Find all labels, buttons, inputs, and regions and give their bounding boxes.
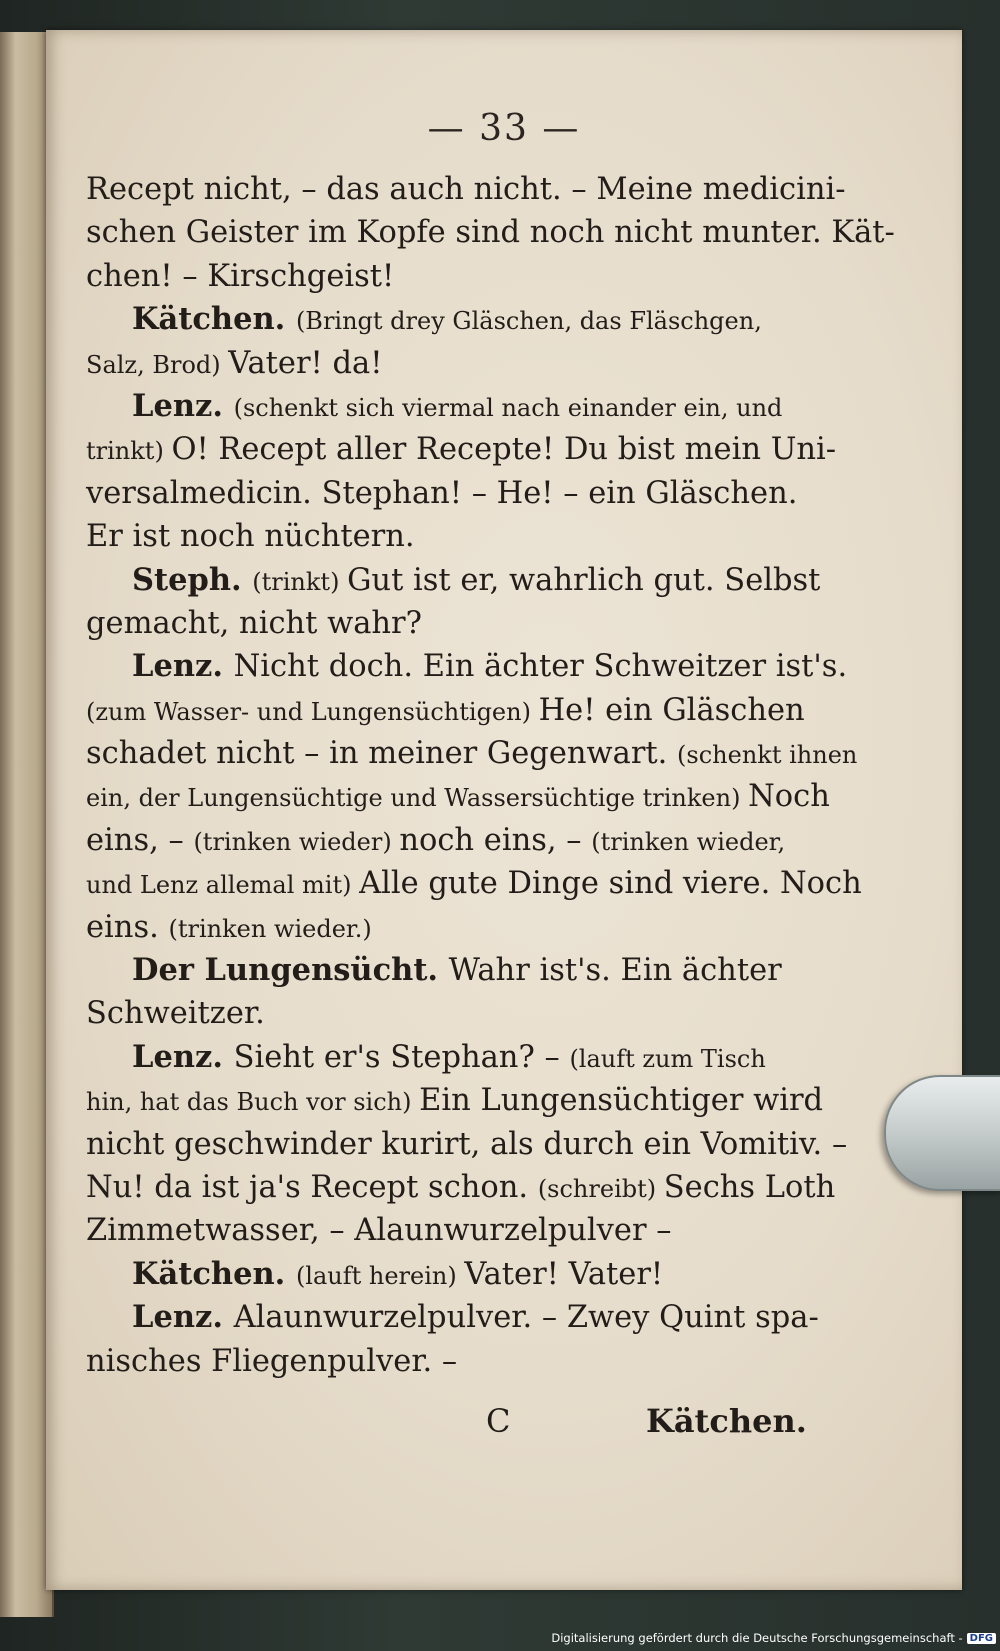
text-line — [86, 775, 846, 818]
text-line — [86, 298, 846, 341]
stage-direction: (trinken wieder) — [193, 827, 400, 856]
dialogue-text: Alle gute Dinge sind viere. Noch — [359, 866, 862, 902]
stage-direction: (lauft herein) — [295, 1261, 465, 1290]
stage-direction: (trinkt) — [252, 567, 348, 596]
dialogue-text: Ein Lungensüchtiger wird — [419, 1083, 824, 1119]
text-line — [86, 1036, 846, 1079]
text-line — [86, 168, 846, 211]
dfg-logo: DFG — [967, 1633, 996, 1644]
text-line — [86, 1123, 846, 1166]
dialogue-text: noch eins, – — [399, 822, 592, 858]
page-text — [86, 168, 895, 1383]
stage-direction: (lauft zum Tisch — [569, 1044, 766, 1073]
dialogue-text: Er ist noch nüchtern. — [86, 519, 415, 555]
text-line — [86, 1340, 846, 1383]
bookmark-clip — [884, 1075, 1000, 1191]
stage-direction: (schenkt sich viermal nach einander ein, und — [233, 393, 783, 422]
speaker-name: Steph. — [132, 561, 253, 598]
credit-text: Digitalisierung gefördert durch die Deutsche Forschungsgemeinschaft - — [551, 1631, 963, 1645]
speaker-name: Lenz. — [132, 1299, 234, 1336]
text-line — [86, 1166, 846, 1209]
stage-direction: (trinken wieder.) — [168, 914, 372, 943]
dialogue-text: nisches Fliegenpulver. – — [86, 1343, 458, 1379]
stage-direction: trinkt) — [86, 437, 172, 466]
text-line — [86, 992, 846, 1035]
text-line — [86, 1296, 846, 1339]
dialogue-text: schen Geister im Kopfe sind noch nicht munter. Kät- — [86, 215, 895, 251]
dialogue-text: gemacht, nicht wahr? — [86, 605, 422, 641]
text-line — [86, 1079, 846, 1122]
page-number: — 33 — — [427, 108, 581, 149]
dialogue-text: versalmedicin. Stephan! – He! – ein Gläschen. — [86, 475, 798, 511]
stage-direction: ein, der Lungensüchtige und Wassersüchtige trinken) — [86, 784, 749, 813]
text-line — [86, 645, 846, 688]
text-line — [86, 1209, 846, 1252]
dialogue-text: eins. — [86, 909, 169, 945]
text-line — [86, 602, 846, 645]
text-line — [86, 906, 846, 949]
speaker-name: Lenz. — [132, 1038, 234, 1075]
text-line — [86, 211, 895, 254]
speaker-name: Kätchen. — [132, 301, 296, 338]
catchword: Kätchen. — [646, 1402, 807, 1440]
book-page — [46, 30, 962, 1590]
dialogue-text: Sieht er's Stephan? – — [233, 1039, 570, 1075]
text-line — [86, 428, 846, 471]
text-line — [86, 559, 846, 602]
dialogue-text: eins, – — [86, 822, 194, 858]
text-line — [86, 342, 846, 385]
dialogue-text: Noch — [748, 779, 830, 815]
stage-direction: Salz, Brod) — [86, 350, 229, 379]
digitization-credit — [551, 1631, 996, 1645]
text-line — [86, 515, 846, 558]
text-line — [86, 1253, 846, 1296]
dialogue-text: Recept nicht, – das auch nicht. – Meine medicini- — [86, 172, 846, 207]
dialogue-text: Schweitzer. — [86, 996, 265, 1032]
text-line — [86, 472, 846, 515]
text-line — [86, 689, 846, 732]
speaker-name: Der Lungensücht. — [132, 952, 449, 989]
stage-direction: (zum Wasser- und Lungensüchtigen) — [86, 697, 539, 726]
dialogue-text: Nicht doch. Ein ächter Schweitzer ist's. — [233, 649, 848, 685]
dialogue-text: Wahr ist's. Ein ächter — [448, 953, 782, 989]
dialogue-text: Alaunwurzelpulver. – Zwey Quint spa- — [233, 1300, 819, 1336]
dialogue-text: schadet nicht – in meiner Gegenwart. — [86, 736, 678, 772]
text-line — [86, 732, 858, 775]
dialogue-text: Zimmetwasser, – Alaunwurzelpulver – — [86, 1213, 672, 1249]
speaker-name: Lenz. — [132, 648, 234, 685]
text-line — [86, 385, 846, 428]
stage-direction: (schenkt ihnen — [677, 741, 858, 770]
signature-mark: C — [486, 1402, 511, 1440]
stage-direction: hin, hat das Buch vor sich) — [86, 1088, 420, 1117]
text-line — [86, 862, 862, 905]
speaker-name: Kätchen. — [132, 1255, 296, 1292]
stage-direction: (Bringt drey Gläschen, das Fläschgen, — [295, 307, 762, 336]
stage-direction: (schreibt) — [537, 1174, 664, 1203]
dialogue-text: O! Recept aller Recepte! Du bist mein Uni- — [171, 432, 837, 468]
text-line — [86, 819, 846, 862]
dialogue-text: Sechs Loth — [663, 1169, 836, 1205]
stage-direction: (trinken wieder, — [591, 827, 786, 856]
dialogue-text: chen! – Kirschgeist! — [86, 258, 395, 294]
dialogue-text: He! ein Gläschen — [538, 692, 805, 728]
dialogue-text: Nu! da ist ja's Recept schon. — [86, 1169, 538, 1205]
dialogue-text: Vater! Vater! — [464, 1256, 664, 1292]
dialogue-text: Vater! da! — [228, 345, 383, 381]
dialogue-text: nicht geschwinder kurirt, als durch ein Vomitiv. – — [86, 1126, 848, 1162]
dialogue-text: Gut ist er, wahrlich gut. Selbst — [347, 562, 821, 598]
text-line — [86, 255, 846, 298]
text-line — [86, 949, 846, 992]
speaker-name: Lenz. — [132, 387, 234, 424]
stage-direction: und Lenz allemal mit) — [86, 871, 360, 900]
